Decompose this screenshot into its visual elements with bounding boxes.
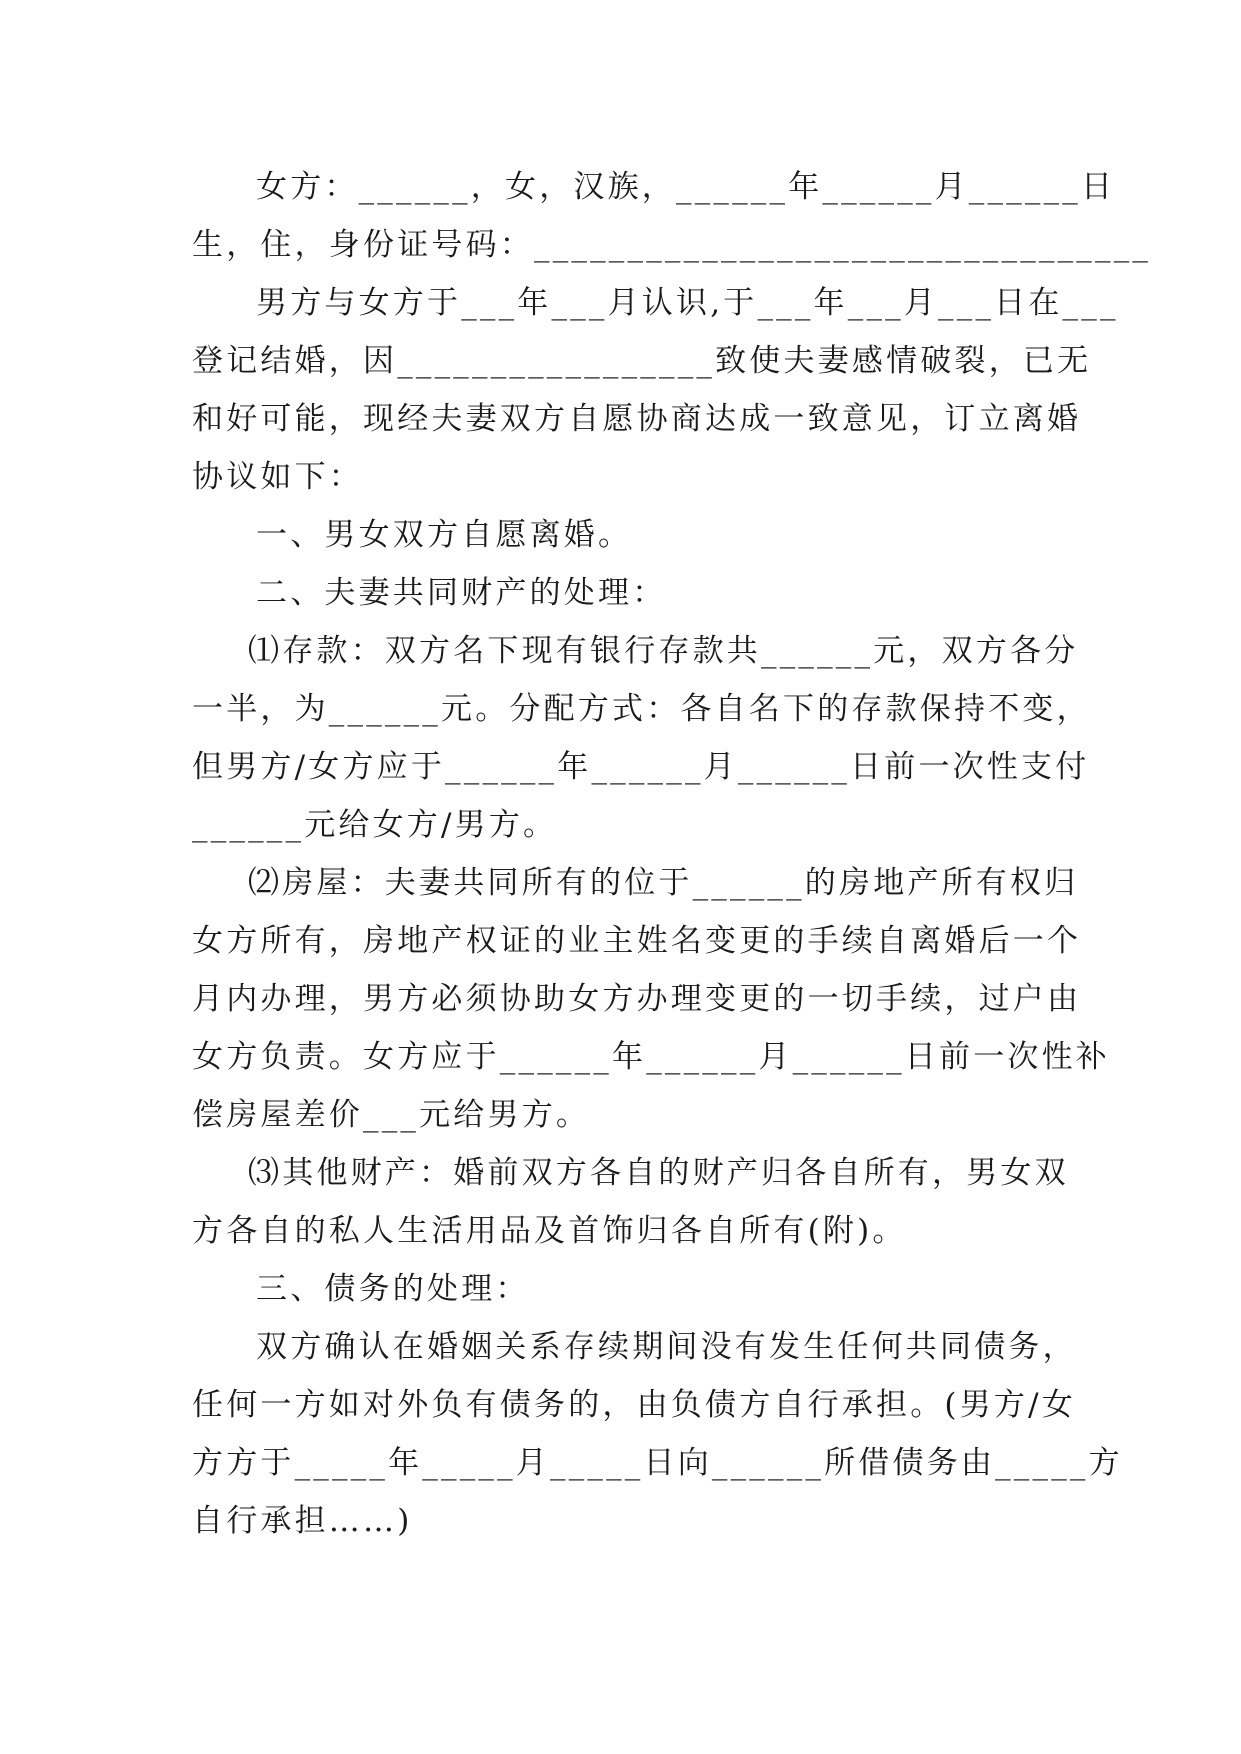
paragraph-line: 任何一方如对外负有债务的，由负债方自行承担。(男方/女 [192,1387,1076,1423]
paragraph-line: 但男方/女方应于______年______月______日前一次性支付 [192,749,1090,785]
paragraph-line: 月内办理，男方必须协助女方办理变更的一切手续，过户由 [192,981,1082,1017]
paragraph-line: ⑵房屋：夫妻共同所有的位于______的房地产所有权归 [248,865,1079,901]
paragraph-line: 男方与女方于___年___月认识,于___年___月___日在___ [256,285,1119,321]
paragraph-line: 方各自的私人生活用品及首饰归各自所有(附)。 [192,1213,907,1249]
paragraph-line: 女方所有，房地产权证的业主姓名变更的手续自离婚后一个 [192,923,1082,959]
paragraph-line: 方方于_____年_____月_____日向______所借债务由_____方 [192,1445,1123,1481]
paragraph-line: 一半，为______元。分配方式：各自名下的存款保持不变， [192,691,1091,727]
paragraph-line: 双方确认在婚姻关系存续期间没有发生任何共同债务， [256,1329,1077,1365]
paragraph-line: 协议如下： [192,459,363,495]
clause-heading: 一、男女双方自愿离婚。 [256,517,633,553]
paragraph-line: 女方负责。女方应于______年______月______日前一次性补 [192,1039,1110,1075]
paragraph-line: ⑶其他财产：婚前双方各自的财产归各自所有，男女双 [248,1155,1069,1191]
paragraph-line: ______元给女方/男方。 [192,807,558,843]
paragraph-line: ⑴存款：双方名下现有银行存款共______元，双方各分 [248,633,1079,669]
clause-heading: 二、夫妻共同财产的处理： [256,575,667,611]
paragraph-line: 登记结婚，因_________________致使夫妻感情破裂，已无 [192,343,1092,379]
paragraph-line: 偿房屋差价___元给男方。 [192,1097,591,1133]
paragraph-line: 生，住，身份证号码：_________________________________ [192,227,1152,263]
paragraph-line: 和好可能，现经夫妻双方自愿协商达成一致意见，订立离婚 [192,401,1082,437]
document-body [192,158,1152,1550]
paragraph-line: 自行承担……) [192,1503,413,1539]
paragraph-line: 女方：______，女，汉族，______年______月______日 [256,169,1116,205]
clause-heading: 三、债务的处理： [256,1271,530,1307]
